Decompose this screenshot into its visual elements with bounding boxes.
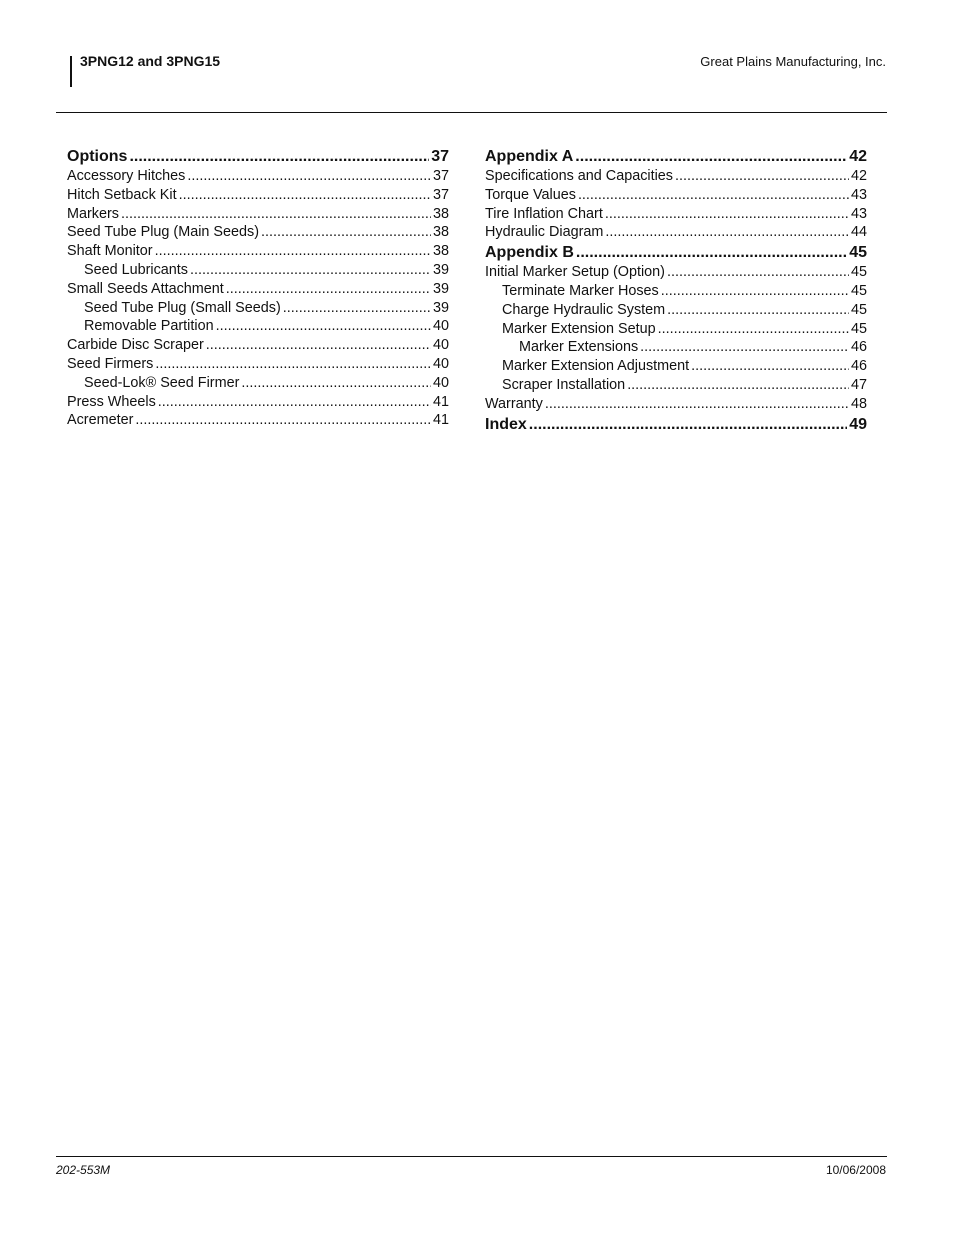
toc-entry-page-number: 45 (850, 282, 867, 299)
toc-dot-leader (261, 224, 431, 240)
toc-section-heading[interactable] (485, 148, 867, 168)
toc-entry-title: Tire Inflation Chart (485, 205, 603, 222)
toc-entry-page-number: 38 (432, 224, 449, 241)
toc-entry-title: Initial Marker Setup (Option) (485, 264, 665, 281)
toc-dot-leader (658, 321, 849, 337)
toc-entry-title: Acremeter (67, 412, 134, 429)
toc-entry-page-number: 46 (850, 339, 867, 356)
toc-entry[interactable] (67, 262, 449, 281)
toc-entry-title: Seed Tube Plug (Main Seeds) (67, 224, 259, 241)
footer-divider (56, 1156, 887, 1157)
document-number: 202-553M (56, 1163, 111, 1177)
toc-entry-title: Hydraulic Diagram (485, 224, 604, 241)
toc-entry-page-number: 44 (850, 224, 867, 241)
toc-dot-leader (605, 224, 849, 240)
toc-dot-leader (155, 243, 431, 259)
toc-entry[interactable] (485, 283, 867, 302)
toc-section-heading[interactable] (485, 244, 867, 264)
toc-entry-page-number: 45 (850, 301, 867, 318)
header-rule-mark (70, 56, 72, 87)
toc-dot-leader (283, 300, 431, 316)
toc-entry-page-number: 45 (850, 320, 867, 337)
toc-dot-leader (190, 262, 431, 278)
toc-entry[interactable] (485, 339, 867, 358)
toc-entry-title: Marker Extension Setup (502, 320, 656, 337)
document-date: 10/06/2008 (825, 1163, 886, 1177)
toc-entry-title: Markers (67, 205, 119, 222)
toc-dot-leader (691, 358, 849, 374)
toc-column-right (485, 148, 867, 436)
toc-entry[interactable] (485, 187, 867, 206)
toc-dot-leader (667, 302, 849, 318)
toc-entry-page-number: 37 (432, 186, 449, 203)
toc-dot-leader (135, 412, 431, 428)
toc-entry-title: Press Wheels (67, 393, 156, 410)
toc-entry-title: Small Seeds Attachment (67, 280, 224, 297)
toc-entry[interactable] (67, 206, 449, 225)
toc-entry[interactable] (67, 318, 449, 337)
toc-dot-leader (155, 356, 431, 372)
toc-entry-title: Seed Tube Plug (Small Seeds) (84, 299, 281, 316)
toc-entry[interactable] (485, 358, 867, 377)
toc-entry-page-number: 46 (850, 358, 867, 375)
toc-entry-title: Shaft Monitor (67, 243, 153, 260)
toc-entry-page-number: 49 (849, 415, 867, 433)
toc-entry-page-number: 42 (850, 168, 867, 184)
toc-dot-leader (545, 396, 849, 412)
toc-entry[interactable] (485, 377, 867, 396)
toc-entry[interactable] (67, 394, 449, 413)
toc-dot-leader (675, 168, 849, 184)
toc-entry-page-number: 41 (432, 393, 449, 410)
toc-entry[interactable] (485, 224, 867, 243)
toc-entry[interactable] (67, 337, 449, 356)
company-name: Great Plains Manufacturing, Inc. (700, 54, 886, 69)
toc-dot-leader (529, 416, 847, 434)
toc-entry-title: Appendix B (485, 244, 574, 262)
toc-entry-title: Seed Lubricants (84, 261, 189, 278)
toc-entry-title: Carbide Disc Scraper (67, 337, 204, 354)
toc-entry-page-number: 37 (431, 148, 449, 165)
toc-entry-page-number: 39 (432, 280, 449, 297)
toc-entry[interactable] (67, 168, 449, 187)
toc-entry[interactable] (485, 264, 867, 283)
toc-entry-page-number: 42 (849, 148, 867, 165)
toc-dot-leader (158, 394, 431, 410)
document-model-title: 3PNG12 and 3PNG15 (80, 53, 221, 69)
toc-dot-leader (667, 264, 849, 280)
toc-entry[interactable] (67, 281, 449, 300)
toc-entry-title: Torque Values (485, 186, 576, 203)
toc-entry[interactable] (67, 356, 449, 375)
toc-entry[interactable] (485, 396, 867, 415)
toc-dot-leader (575, 148, 847, 166)
toc-entry-title: Accessory Hitches (67, 168, 186, 184)
toc-entry[interactable] (485, 321, 867, 340)
toc-entry-title: Hitch Setback Kit (67, 186, 177, 203)
toc-entry[interactable] (485, 168, 867, 187)
toc-entry-title: Specifications and Capacities (485, 168, 673, 184)
toc-entry[interactable] (485, 206, 867, 225)
toc-entry-page-number: 45 (850, 264, 867, 281)
toc-dot-leader (241, 375, 431, 391)
toc-dot-leader (129, 148, 429, 166)
toc-dot-leader (627, 377, 849, 393)
toc-entry[interactable] (67, 412, 449, 431)
toc-entry-page-number: 41 (432, 412, 449, 429)
toc-dot-leader (576, 244, 847, 262)
toc-entry[interactable] (67, 375, 449, 394)
toc-entry[interactable] (67, 187, 449, 206)
toc-section-heading[interactable] (485, 416, 867, 436)
toc-entry-page-number: 43 (850, 205, 867, 222)
toc-entry-title: Options (67, 148, 128, 165)
toc-dot-leader (226, 281, 431, 297)
toc-dot-leader (121, 206, 431, 222)
toc-dot-leader (206, 337, 431, 353)
toc-dot-leader (578, 187, 849, 203)
toc-dot-leader (216, 318, 431, 334)
toc-entry-page-number: 39 (432, 299, 449, 316)
toc-entry-title: Terminate Marker Hoses (502, 282, 659, 299)
toc-entry-page-number: 39 (432, 261, 449, 278)
toc-entry-title: Seed Firmers (67, 355, 154, 372)
toc-entry-title: Index (485, 415, 527, 433)
toc-entry-page-number: 48 (850, 395, 867, 412)
toc-entry-page-number: 47 (850, 376, 867, 393)
toc-entry[interactable] (67, 300, 449, 319)
toc-dot-leader (605, 206, 849, 222)
toc-entry-title: Seed-Lok® Seed Firmer (84, 374, 240, 391)
toc-entry-title: Appendix A (485, 148, 574, 165)
toc-entry[interactable] (67, 224, 449, 243)
toc-entry-page-number: 40 (432, 318, 449, 335)
toc-entry-page-number: 37 (432, 168, 449, 184)
header-divider (56, 112, 887, 113)
toc-entry-page-number: 40 (432, 355, 449, 372)
toc-entry-page-number: 45 (849, 244, 867, 262)
toc-dot-leader (661, 283, 849, 299)
toc-entry-title: Charge Hydraulic System (502, 301, 666, 318)
toc-entry[interactable] (485, 302, 867, 321)
toc-entry-page-number: 40 (432, 374, 449, 391)
toc-entry-page-number: 38 (432, 243, 449, 260)
toc-entry-page-number: 40 (432, 337, 449, 354)
toc-dot-leader (187, 168, 431, 184)
toc-entry-page-number: 43 (850, 186, 867, 203)
toc-entry-title: Marker Extensions (519, 339, 639, 356)
toc-dot-leader (179, 187, 431, 203)
toc-entry[interactable] (67, 243, 449, 262)
toc-entry-page-number: 38 (432, 205, 449, 222)
toc-entry-title: Warranty (485, 395, 543, 412)
toc-entry-title: Scraper Installation (502, 376, 626, 393)
toc-column-left (67, 148, 449, 431)
toc-dot-leader (640, 339, 849, 355)
toc-entry-title: Removable Partition (84, 318, 214, 335)
toc-section-heading[interactable] (67, 148, 449, 168)
toc-entry-title: Marker Extension Adjustment (502, 358, 690, 375)
